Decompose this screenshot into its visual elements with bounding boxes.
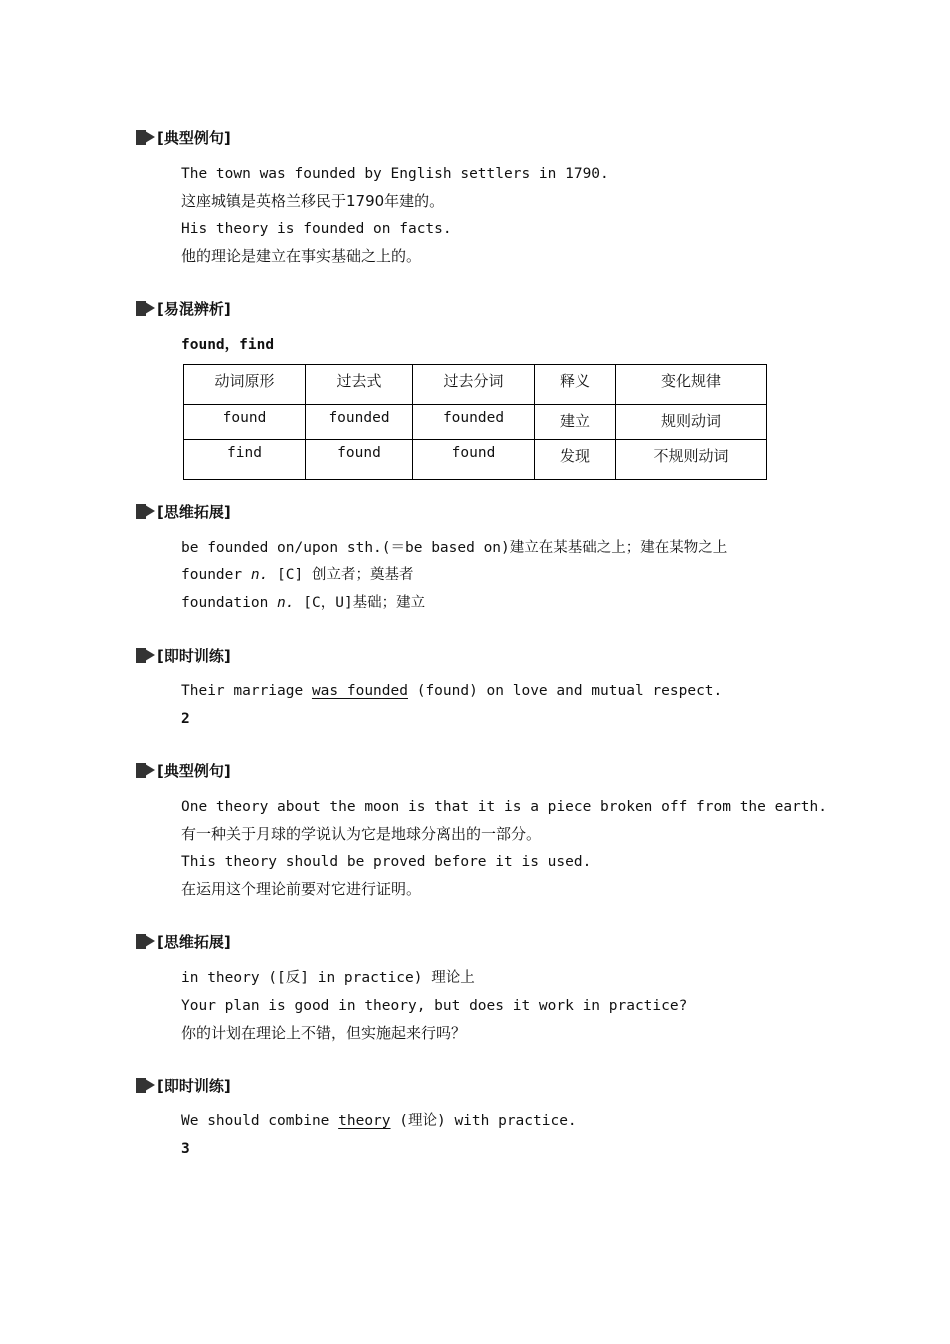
section-heading [136,297,231,319]
example-sentence-zh: 这座城镇是英格兰移民于1790年建的。 [181,192,445,210]
section-heading [136,644,231,666]
exercise-sentence [181,1111,577,1131]
example-sentence-zh: 在运用这个理论前要对它进行证明。 [181,880,422,898]
exercise-sentence [181,681,722,701]
table-cell: 规则动词 [616,405,767,440]
play-marker-icon [136,934,156,949]
table-cell: found [306,440,413,480]
table-row [184,405,767,440]
table-cell: found [413,440,535,480]
exercise-text: (理论) with practice. [390,1113,577,1129]
section-heading-label: [思维拓展] [157,502,231,521]
vocab-entry [181,565,413,585]
example-sentence-en: The town was founded by English settlers in 1790. [181,166,609,182]
play-marker-icon [136,763,156,778]
vocab-definition: [C] 创立者；奠基者 [277,567,414,583]
section-heading [136,126,231,148]
exercise-answer: theory [338,1113,391,1129]
table-header-row [184,365,767,405]
example-sentence-zh: 有一种关于月球的学说认为它是地球分离出的一部分。 [181,825,542,843]
exercise-answer: was founded [311,683,408,699]
example-sentence-en: Your plan is good in theory, but does it work in practice? [181,998,688,1014]
part-of-speech: n. [250,567,269,583]
part-of-speech: n. [277,595,295,611]
section-heading-label: [典型例句] [157,128,231,147]
section-heading [136,1074,231,1096]
expansion-line: be founded on/upon sth.(＝be based on)建立在某基础之上；建在某物之上 [181,540,728,556]
example-sentence-en: This theory should be proved before it is used. [181,854,592,870]
example-sentence-en: One theory about the moon is that it is a piece broken off from the earth. [181,799,828,815]
table-cell: founded [306,405,413,440]
table-cell: 发现 [535,440,616,480]
section-heading-label: [思维拓展] [157,932,231,951]
example-sentence-zh: 他的理论是建立在事实基础之上的。 [181,247,422,265]
table-cell: 不规则动词 [616,440,767,480]
vocab-entry [181,593,425,613]
exercise-text: (found) on love and mutual respect. [407,683,723,699]
example-sentence-en: His theory is founded on facts. [181,221,452,237]
play-marker-icon [136,648,156,663]
comparison-subtitle: found，find [181,337,275,353]
table-header-cell: 释义 [535,365,616,405]
example-sentence-zh: 你的计划在理论上不错，但实施起来行吗？ [181,1024,467,1042]
item-number: 2 [181,711,190,727]
play-marker-icon [136,1078,156,1093]
section-heading [136,500,231,522]
item-number: 3 [181,1141,190,1157]
table-cell: 建立 [535,405,616,440]
table-header-cell: 过去分词 [413,365,535,405]
play-marker-icon [136,504,156,519]
table-header-cell: 过去式 [306,365,413,405]
section-heading-label: [典型例句] [157,761,231,780]
expansion-line: in theory ([反] in practice) 理论上 [181,970,475,986]
section-heading-label: [即时训练] [157,1076,231,1095]
table-cell: founded [413,405,535,440]
table-header-cell: 动词原形 [184,365,306,405]
exercise-text: We should combine [181,1113,339,1129]
section-heading-label: [即时训练] [157,646,231,665]
table-cell: found [184,405,306,440]
table-header-cell: 变化规律 [616,365,767,405]
section-heading [136,930,231,952]
play-marker-icon [136,301,156,316]
vocab-word: foundation [181,595,269,611]
table-row [184,440,767,480]
section-heading [136,759,231,781]
exercise-text: Their marriage [181,683,312,699]
comparison-table [183,364,767,480]
section-heading-label: [易混辨析] [157,299,231,318]
play-marker-icon [136,130,156,145]
table-cell: find [184,440,306,480]
vocab-word: founder [181,567,243,583]
vocab-definition: [C，U]基础；建立 [303,595,426,611]
